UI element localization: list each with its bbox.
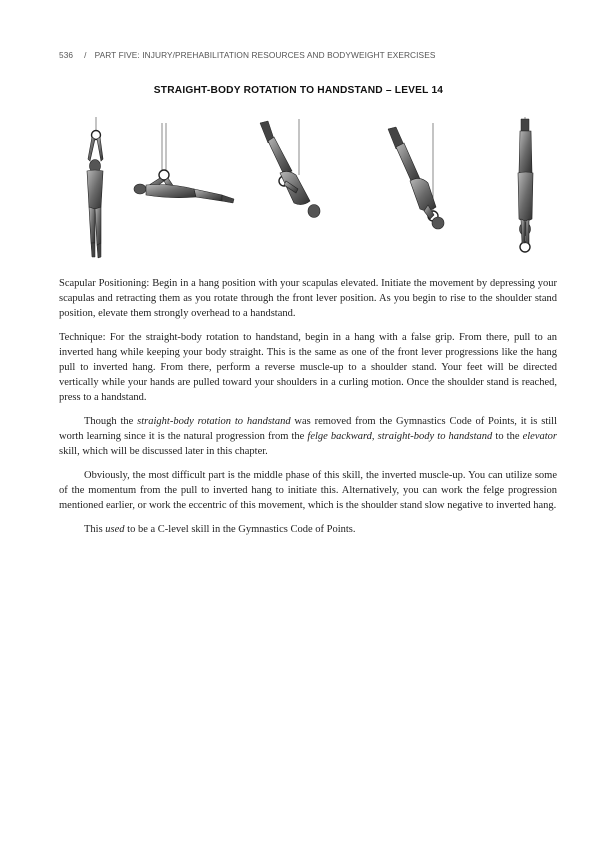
exercise-figure xyxy=(70,115,560,265)
text-run: to the xyxy=(492,431,523,442)
running-head xyxy=(59,50,435,60)
figure-front-lever xyxy=(134,123,234,203)
figure-shoulder-stand xyxy=(388,123,444,229)
part-title: PART FIVE: INJURY/PREHABILITATION RESOURCES AND BODYWEIGHT EXERCISES xyxy=(94,50,436,60)
emphasis: used xyxy=(105,524,125,535)
text-run: was removed from the Gymnastics Code of Points, it is still worth learning since it is the natural progression from the xyxy=(59,416,557,442)
page-number: 536 xyxy=(59,50,74,60)
header-separator: / xyxy=(84,50,87,60)
code-of-points-paragraph xyxy=(59,414,557,459)
skill-name: felge backward, straight-body to handstand xyxy=(307,431,493,442)
text-run: This xyxy=(84,524,106,535)
text-run: skill, which will be discussed later in this chapter. xyxy=(59,446,268,457)
technique-paragraph: Technique: For the straight-body rotation to handstand, begin in a hang with a false grip. From there, pull to an inverted hang while keeping your body straight. This is the same as one of the front lever progressions like the hang pull to inverted hang. From there, perform a reverse muscle-up to a shoulder stand. Your feet will be directed vertically while your hands are pulled toward your shoulders in a curling motion. Once the shoulder stand is reached, press to a handstand. xyxy=(59,332,557,403)
section-title: STRAIGHT-BODY ROTATION TO HANDSTAND – LEVEL 14 xyxy=(153,85,444,96)
skill-name: straight-body rotation to handstand xyxy=(137,416,291,427)
exercise-sequence-illustration xyxy=(70,115,560,265)
figure-hang-with-false-grip xyxy=(87,117,103,258)
figure-inverted-muscle-up xyxy=(260,119,320,218)
text-run: to be a C-level skill in the Gymnastics Code of Points. xyxy=(124,524,356,535)
skill-name: elevator xyxy=(522,431,557,442)
difficulty-paragraph: Obviously, the most difficult part is the middle phase of this skill, the inverted muscle-up. You can utilize some of the momentum from the pull to inverted hang to initiate this. Alternatively, you can work the felge progression mentioned earlier, or work the eccentric of this movement, which is the shoulder stand slow negative to inverted hang. xyxy=(59,470,557,511)
skill-level-paragraph xyxy=(59,522,557,537)
scapular-positioning-paragraph: Scapular Positioning: Begin in a hang position with your scapulas elevated. Initiate the movement by depressing your scapulas and retracting them as you rotate through the front lever position. As you begin to rise to the shoulder stand position, elevate them strongly overhead to a handstand. xyxy=(59,278,557,319)
text-run: Though the xyxy=(84,416,138,427)
body-text xyxy=(59,276,557,546)
figure-handstand xyxy=(518,117,533,252)
